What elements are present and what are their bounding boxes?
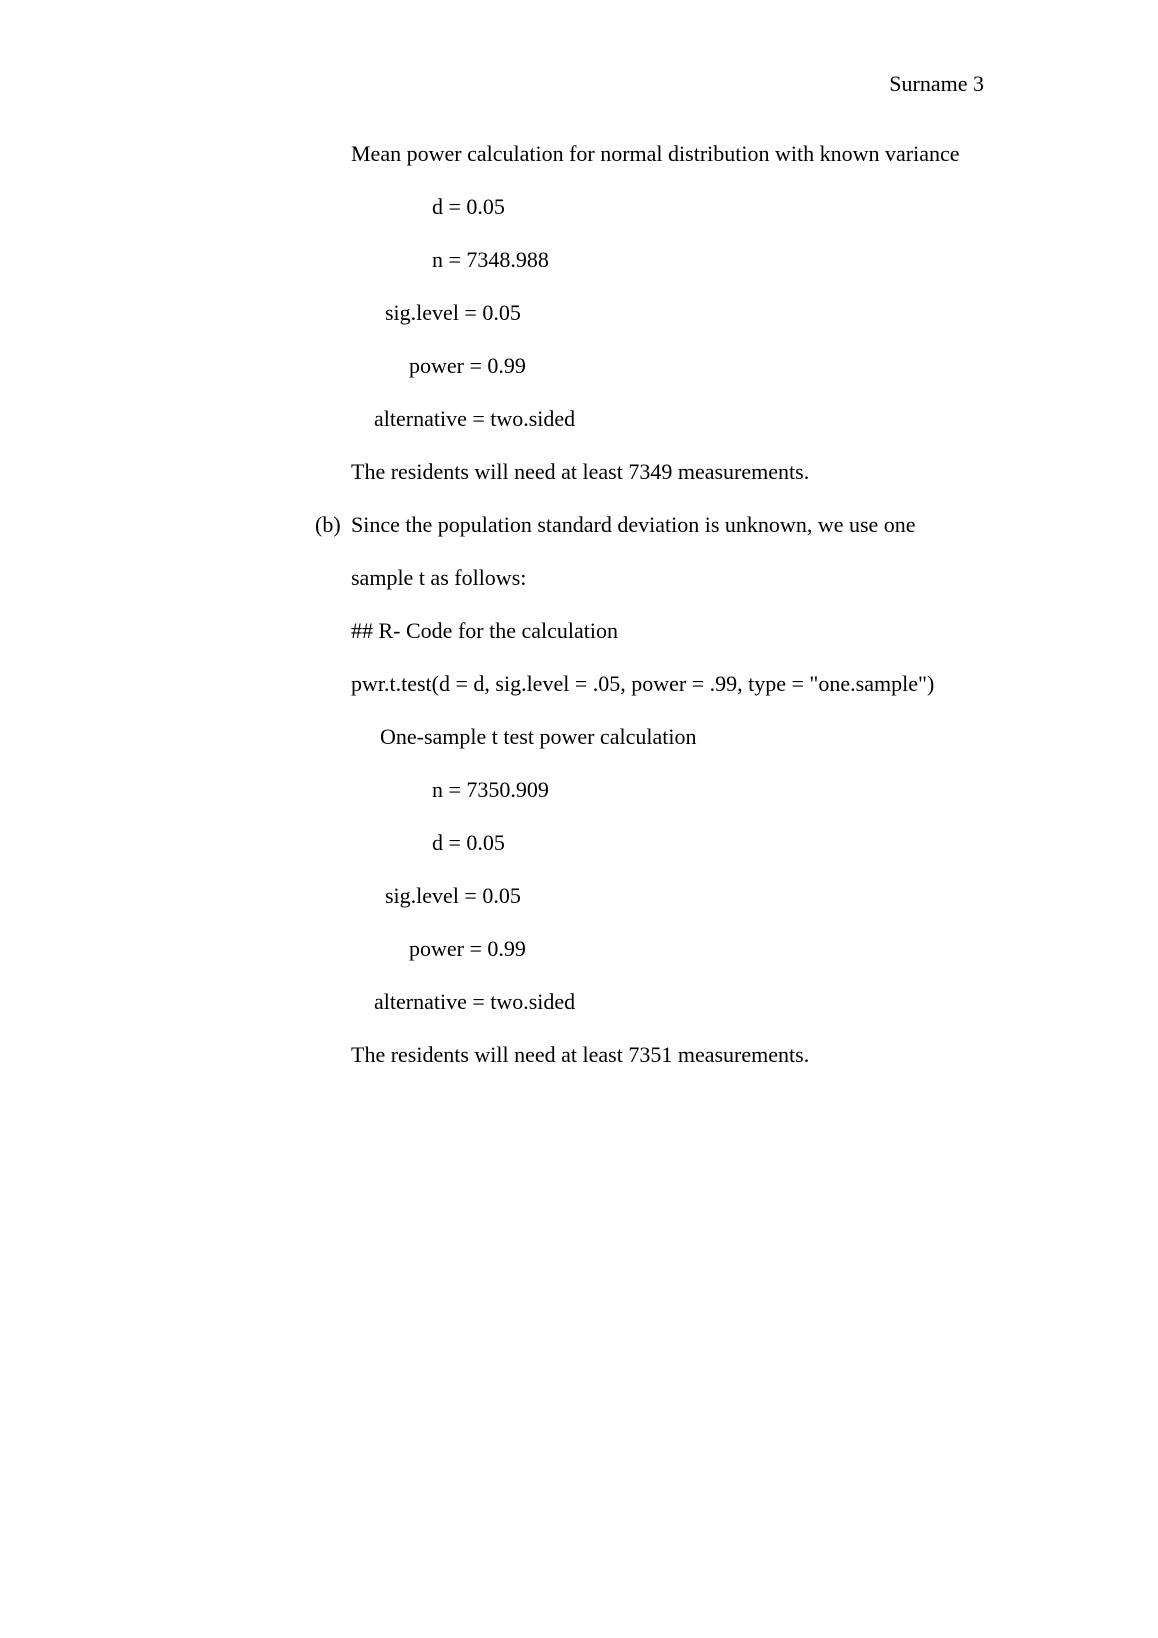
- output-power-b: power = 0.99: [409, 936, 526, 961]
- list-label-b: (b): [315, 512, 341, 537]
- output-alternative-b: alternative = two.sided: [374, 989, 576, 1014]
- output-n-a: n = 7348.988: [432, 247, 549, 272]
- output-power-a: power = 0.99: [409, 353, 526, 378]
- conclusion-a: The residents will need at least 7349 measurements.: [351, 459, 810, 484]
- paragraph-b-line1: Since the population standard deviation is unknown, we use one: [351, 512, 916, 537]
- output-n-b: n = 7350.909: [432, 777, 549, 802]
- output-alternative-a: alternative = two.sided: [374, 406, 576, 431]
- code-comment: ## R- Code for the calculation: [351, 618, 618, 643]
- conclusion-b: The residents will need at least 7351 measurements.: [351, 1042, 810, 1067]
- output-sig-level-b: sig.level = 0.05: [385, 883, 521, 908]
- output-sig-level-a: sig.level = 0.05: [385, 300, 521, 325]
- output-d-a: d = 0.05: [432, 194, 505, 219]
- paragraph-b-line2: sample t as follows:: [351, 565, 527, 590]
- code-call: pwr.t.test(d = d, sig.level = .05, power = .99, type = "one.sample"): [351, 671, 935, 696]
- running-head: Surname 3: [889, 71, 984, 96]
- output-title-a: Mean power calculation for normal distribution with known variance: [351, 141, 960, 166]
- output-title-b: One-sample t test power calculation: [380, 724, 697, 749]
- output-d-b: d = 0.05: [432, 830, 505, 855]
